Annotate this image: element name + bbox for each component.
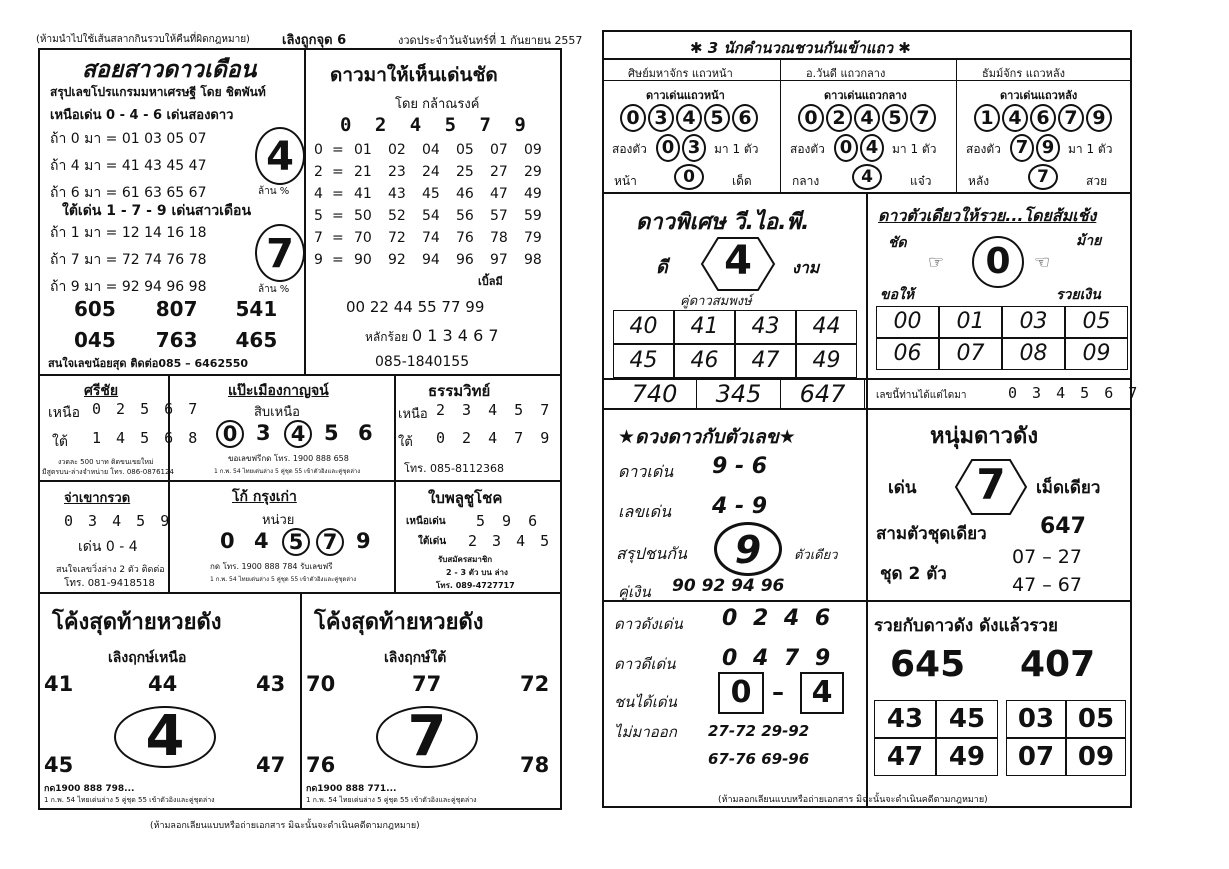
- noom-set: 47 – 67: [1012, 574, 1082, 596]
- duang-r1: 9 - 6: [712, 454, 768, 479]
- dao-cell: 78: [490, 230, 508, 246]
- kong-big-oval: 7: [376, 706, 478, 768]
- ruay-title: รวยกับดาวดัง ดังแล้วรวย: [874, 616, 1059, 636]
- hand-right-icon: ☞: [928, 252, 945, 273]
- tham-north-label: เหนือ: [398, 407, 428, 422]
- vip-big: 4: [724, 238, 752, 284]
- col-label: ดาวเด่นแถวกลาง: [824, 89, 907, 102]
- col-pos: กลาง: [792, 174, 820, 188]
- ruay-cell: 45: [936, 700, 998, 738]
- vip-three-cell: 345: [697, 380, 781, 410]
- pae-digit: 5: [324, 421, 339, 445]
- extra-box-a: 0: [718, 672, 764, 714]
- solo-note-digits: 0 3 4 5 6 7: [1008, 384, 1141, 402]
- tham-south: 0 2 4 7 9: [436, 429, 554, 447]
- dao-cell: 56: [456, 208, 474, 224]
- ruay-n1: 645: [890, 644, 966, 685]
- soy-num: 465: [235, 328, 278, 352]
- ruay-cell: 03: [1006, 700, 1066, 738]
- vip-title: ดาวพิเศษ วี.ไอ.พี.: [636, 210, 810, 235]
- kong-num: 44: [148, 672, 178, 696]
- noom-dend: เด่น: [888, 478, 917, 498]
- col-digit: 0: [798, 104, 824, 132]
- dao-cell: 74: [422, 230, 440, 246]
- dao-cell: 76: [456, 230, 474, 246]
- jao-digits: 0 3 4 5 9: [64, 512, 173, 530]
- extra-r4-label: ไม่มาออก: [614, 723, 677, 741]
- vip-left: ดี: [656, 257, 668, 278]
- pae-digit: 6: [358, 421, 373, 445]
- kong-note: 1 ก.พ. 54 ไทยเด่นล่าง 5 คู่ชุด 55 เข้าตัวอิงและคู่ชุดล่าง: [44, 796, 215, 804]
- col-pos: หลัง: [968, 174, 990, 188]
- kong-num: 41: [44, 672, 74, 696]
- col-ma: มา 1 ตัว: [714, 142, 759, 156]
- dao-cell: 92: [388, 252, 406, 268]
- kong-note: 1 ก.พ. 54 ไทยเด่นล่าง 5 คู่ชุด 55 เข้าตัวอิงและคู่ชุดล่าง: [306, 796, 477, 804]
- sri-south-label: ใต้: [52, 434, 68, 450]
- dao-cell: 21: [354, 164, 372, 180]
- ruay-cell: 07: [1006, 738, 1066, 776]
- duang-big: 9: [714, 522, 782, 576]
- pae-title: แป๊ะเมืองกาญจน์: [228, 383, 329, 399]
- dao-cell: 57: [490, 208, 508, 224]
- dao-cell: 05: [456, 142, 474, 158]
- soy-big-circle-1: 4: [255, 127, 305, 185]
- col-digit: 9: [1086, 104, 1112, 132]
- pae-line2: 1 ก.พ. 54 ไทยเด่นล่าง 5 คู่ชุด 55 เข้าตัวอิงและคู่ชุดล่าง: [214, 468, 361, 475]
- col-digit: 6: [1030, 104, 1056, 132]
- solo-cell: 07: [939, 338, 1002, 370]
- kong-tel: กด1900 888 798...: [44, 784, 135, 794]
- dao-cell: =: [332, 164, 344, 180]
- dao-cell: 43: [388, 186, 406, 202]
- solo-cell: 08: [1002, 338, 1065, 370]
- col-digit: 6: [732, 104, 758, 132]
- solo-cell: 06: [876, 338, 939, 370]
- vip-cell: 47: [735, 344, 796, 378]
- col-two-digit: 4: [860, 134, 884, 162]
- vip-cell: 49: [796, 344, 857, 378]
- col-digit: 3: [648, 104, 674, 132]
- col-two-label: สองตัว: [612, 142, 647, 156]
- pae-sub: สิบเหนือ: [254, 405, 300, 420]
- extra-pairs: 67-76 69-96: [708, 750, 810, 768]
- soy-row2: ใต้เด่น 1 - 7 - 9 เด่นสาวเดือน: [62, 203, 252, 219]
- col-digit: 7: [910, 104, 936, 132]
- ko-digit: 9: [356, 529, 371, 553]
- solo-cell: 01: [939, 306, 1002, 338]
- vip-right: งาม: [792, 258, 820, 277]
- kong-num: 76: [306, 753, 336, 777]
- col-digit: 5: [882, 104, 908, 132]
- col-head: ธัมม์จักร แถวหลัง: [982, 67, 1066, 80]
- col-ma: มา 1 ตัว: [892, 142, 937, 156]
- noom-seed: เม็ดเดียว: [1036, 478, 1101, 498]
- col-two-label: สองตัว: [790, 142, 825, 156]
- ko-title: โก้ กรุงเก่า: [232, 489, 297, 505]
- noom-three-label: สามตัวชุดเดียว: [876, 524, 987, 544]
- vip-cell: 45: [613, 344, 674, 378]
- dao-cell: 9: [314, 252, 323, 268]
- jao-dend: เด่น 0 - 4: [78, 539, 138, 555]
- dao-bells: 00 22 44 55 77 99: [346, 298, 485, 316]
- soy-line: ถ้า 1 มา = 12 14 16 18: [50, 225, 207, 241]
- dao-cell: 97: [490, 252, 508, 268]
- extra-r2-label: ดาวดีเด่น: [614, 655, 676, 673]
- tham-phone: โทร. 085-8112368: [404, 462, 505, 475]
- dao-cell: 5: [314, 208, 323, 224]
- dao-cell: 09: [524, 142, 542, 158]
- dao-digits: 0 2 4 5 7 9: [340, 114, 532, 136]
- duang-r2: 4 - 9: [712, 494, 768, 519]
- dao-cell: =: [332, 142, 344, 158]
- col-two-digit: 3: [682, 134, 706, 162]
- ruay-cell: 47: [874, 738, 936, 776]
- col-two-label: สองตัว: [966, 142, 1001, 156]
- dao-cell: 47: [490, 186, 508, 202]
- sri-north-label: เหนือ: [48, 405, 80, 421]
- soy-num: 807: [155, 297, 198, 321]
- jao-title: จ่าเขากรวด: [64, 491, 131, 506]
- dao-by: โดย กล้าณรงค์: [395, 97, 480, 112]
- noom-set-label: ชุด 2 ตัว: [880, 564, 947, 584]
- ko-digit: 7: [316, 528, 344, 556]
- extra-r3-label: ชนได้เด่น: [614, 693, 677, 711]
- duang-pair-label: คู่เงิน: [618, 583, 651, 601]
- col-end: แจ๋ว: [910, 174, 932, 188]
- solo-big: 0: [972, 236, 1024, 288]
- dao-cell: 70: [354, 230, 372, 246]
- kong-title: โค้งสุดท้ายหวยดัง: [52, 610, 222, 635]
- col-head: อ.วันดี แถวกลาง: [806, 67, 886, 80]
- pae-digit: 4: [284, 420, 312, 448]
- ko-line2: 1 ก.พ. 54 ไทยเด่นล่าง 5 คู่ชุด 55 เข้าตัวอิงและคู่ชุดล่าง: [210, 576, 357, 583]
- extra-box-b: 4: [800, 672, 844, 714]
- solo-r2: รวยเงิน: [1056, 287, 1101, 303]
- dao-cell: 24: [422, 164, 440, 180]
- dao-cell: 7: [314, 230, 323, 246]
- col-one: 4: [852, 164, 882, 190]
- issue-label: เลิงถูกจุด 6: [282, 33, 347, 48]
- noom-big: 7: [976, 460, 1006, 509]
- left-footer: (ห้ามลอกเลียนแบบหรือถ่ายเอกสาร มิฉะนั้นจะดำเนินคดีตามกฎหมาย): [150, 821, 420, 831]
- kong-tel: กด1900 888 771...: [306, 784, 397, 794]
- col-pos: หน้า: [614, 174, 637, 188]
- sri-note: งวดละ 500 บาท ติดขนเขยใหม่: [58, 458, 154, 466]
- soy-big-circle-2: 7: [255, 224, 305, 282]
- solo-l2: ขอให้: [880, 287, 915, 303]
- vip-cell: 41: [674, 310, 735, 344]
- col-label: ดาวเด่นแถวหน้า: [646, 89, 725, 102]
- col-two-digit: 7: [1010, 134, 1034, 162]
- bai-north: 5 9 6: [476, 512, 542, 530]
- dao-cell: =: [332, 186, 344, 202]
- noom-three: 647: [1040, 514, 1086, 539]
- sri-title: ศรีชัย: [84, 383, 119, 399]
- col-two-digit: 0: [656, 134, 680, 162]
- soy-big-label-1: ล้าน %: [258, 186, 290, 197]
- vip-cell: 40: [613, 310, 674, 344]
- kong-num: 77: [412, 672, 442, 696]
- solo-r1: ม้าย: [1076, 233, 1102, 249]
- tham-north: 2 3 4 5 7: [436, 401, 554, 419]
- kong-sub: เลิงฤกษ์ใต้: [384, 650, 447, 666]
- jao-note: สนใจเลขวิ่งล่าง 2 ตัว ติดต่อ: [56, 565, 165, 575]
- kong-big-oval: 4: [114, 706, 216, 768]
- sri-south: 1 4 5 6 8: [92, 429, 201, 447]
- ko-digit: 0: [220, 529, 235, 553]
- dao-cell: 72: [388, 230, 406, 246]
- col-digit: 4: [854, 104, 880, 132]
- dao-cell: =: [332, 230, 344, 246]
- dao-cell: 54: [422, 208, 440, 224]
- soy-num: 541: [235, 297, 278, 321]
- ruay-cell: 43: [874, 700, 936, 738]
- col-digit: 4: [676, 104, 702, 132]
- dao-hundreds: 0 1 3 4 6 7: [412, 326, 499, 345]
- solo-cell: 09: [1065, 338, 1128, 370]
- pae-digit: 0: [216, 420, 244, 448]
- ko-digit: 5: [282, 528, 310, 556]
- jao-phone: โทร. 081-9418518: [64, 578, 155, 589]
- dao-cell: 90: [354, 252, 372, 268]
- vip-cell: 43: [735, 310, 796, 344]
- col-label: ดาวเด่นแถวหลัง: [1000, 89, 1078, 102]
- dao-cell: 94: [422, 252, 440, 268]
- col-head: ศิษย์มหาจักร แถวหน้า: [628, 67, 733, 80]
- col-digit: 2: [826, 104, 852, 132]
- extra-dash: –: [772, 678, 784, 706]
- soy-num: 045: [74, 328, 116, 352]
- bai-sub: รับสมัครสมาชิก: [438, 555, 493, 564]
- duang-r3-end: ตัวเดียว: [794, 548, 838, 563]
- sri-north: 0 2 5 6 7: [92, 400, 201, 418]
- ruay-cell: 05: [1066, 700, 1126, 738]
- soy-contact: สนใจเลขน้อยสุด ติดต่อ085 – 6462550: [48, 357, 249, 370]
- dao-cell: 25: [456, 164, 474, 180]
- col-two-digit: 0: [834, 134, 858, 162]
- ruay-cell: 09: [1066, 738, 1126, 776]
- kong-title: โค้งสุดท้ายหวยดัง: [314, 610, 484, 635]
- extra-r1-label: ดาวดังเด่น: [614, 615, 683, 633]
- solo-l1: ชัด: [888, 235, 907, 251]
- sri-note: มีสูตรบน-ล่างจำหน่าย โทร. 086-0876124: [42, 468, 174, 476]
- dao-cell: 04: [422, 142, 440, 158]
- col-digit: 0: [620, 104, 646, 132]
- col-two-digit: 9: [1036, 134, 1060, 162]
- duang-title: ★ดวงดาวกับตัวเลข★: [618, 426, 796, 448]
- bai-south: 2 3 4 5: [468, 532, 553, 550]
- kong-num: 45: [44, 753, 74, 777]
- ko-sub: หน่วย: [262, 513, 295, 528]
- soy-line: ถ้า 0 มา = 01 03 05 07: [50, 131, 207, 147]
- banner-text: 3 นักคำนวณชวนกันเข้าแถว: [707, 39, 894, 57]
- col-end: เด็ด: [732, 174, 752, 188]
- dao-cell: =: [332, 208, 344, 224]
- banner: ✱ 3 นักคำนวณชวนกันเข้าแถว ✱: [690, 39, 911, 57]
- soy-line: ถ้า 9 มา = 92 94 96 98: [50, 279, 207, 295]
- dao-cell: 45: [422, 186, 440, 202]
- vip-pair-label: คู่ดาวสมพงษ์: [680, 294, 752, 309]
- soy-line: ถ้า 7 มา = 72 74 76 78: [50, 252, 207, 268]
- kong-num: 43: [256, 672, 286, 696]
- bai-south-label: ใต้เด่น: [418, 536, 447, 547]
- dao-title: ดาวมาให้เห็นเด่นชัด: [330, 64, 498, 86]
- dao-cell: 23: [388, 164, 406, 180]
- right-footer: (ห้ามลอกเลียนแบบหรือถ่ายเอกสาร มิฉะนั้นจะดำเนินคดีตามกฎหมาย): [718, 795, 988, 805]
- dao-cell: 07: [490, 142, 508, 158]
- extra-r2: 0 4 7 9: [722, 646, 835, 671]
- soy-title: สอยสาวดาวเดือน: [82, 56, 257, 83]
- dao-hundreds-label: หลักร้อย: [365, 330, 409, 344]
- col-digit: 5: [704, 104, 730, 132]
- kong-num: 47: [256, 753, 286, 777]
- col-ma: มา 1 ตัว: [1068, 142, 1113, 156]
- kong-sub: เลิงฤกษ์เหนือ: [108, 650, 187, 666]
- noom-title: หนุ่มดาวดัง: [930, 424, 1039, 449]
- soy-subtitle: สรุปเลขโปรแกรมมหาเศรษฐี โดย ชิตพันท์: [50, 85, 266, 99]
- dao-cell: 98: [524, 252, 542, 268]
- solo-cell: 03: [1002, 306, 1065, 338]
- duang-r1-label: ดาวเด่น: [618, 462, 674, 481]
- tham-south-label: ใต้: [398, 435, 413, 450]
- bai-sub: 2 - 3 ตัว บน ล่าง: [446, 568, 508, 577]
- bai-phone: โทร. 089-4727717: [436, 581, 515, 590]
- kong-num: 70: [306, 672, 336, 696]
- kong-num: 78: [520, 753, 550, 777]
- solo-cell: 00: [876, 306, 939, 338]
- bai-north-label: เหนือเด่น: [406, 516, 446, 527]
- col-digit: 4: [1002, 104, 1028, 132]
- dao-bell-label: เบิ้ลมี: [478, 275, 503, 288]
- dao-cell: 27: [490, 164, 508, 180]
- vip-three-cell: 740: [613, 380, 697, 410]
- soy-row1: เหนือเด่น 0 - 4 - 6 เด่นสองดาว: [50, 108, 234, 123]
- dao-cell: 52: [388, 208, 406, 224]
- vip-cell: 46: [674, 344, 735, 378]
- dao-cell: 02: [388, 142, 406, 158]
- dao-cell: 49: [524, 186, 542, 202]
- vip-three-cell: 647: [781, 380, 865, 410]
- col-end: สวย: [1086, 174, 1108, 188]
- duang-pairs: 90 92 94 96: [672, 576, 785, 596]
- bai-title: ใบพลูชูโชค: [428, 489, 503, 507]
- dao-cell: 0: [314, 142, 323, 158]
- solo-note-label: เลขนี้ท่านได้แต่ไดมา: [876, 390, 967, 401]
- dao-cell: 01: [354, 142, 372, 158]
- dao-cell: 4: [314, 186, 323, 202]
- dao-cell: 29: [524, 164, 542, 180]
- ruay-n2: 407: [1020, 644, 1096, 685]
- col-digit: 1: [974, 104, 1000, 132]
- extra-pairs: 27-72 29-92: [708, 722, 810, 740]
- dao-cell: 96: [456, 252, 474, 268]
- dao-cell: =: [332, 252, 344, 268]
- ko-digit: 4: [254, 529, 269, 553]
- soy-num: 605: [74, 297, 116, 321]
- ruay-cell: 49: [936, 738, 998, 776]
- pae-line1: ขอเลขฟรีกด โทร. 1900 888 658: [228, 454, 349, 463]
- pae-digit: 3: [256, 421, 271, 445]
- col-one: 0: [674, 164, 704, 190]
- dao-cell: 46: [456, 186, 474, 202]
- dao-cell: 79: [524, 230, 542, 246]
- soy-big-label-2: ล้าน %: [258, 284, 290, 295]
- vip-cell: 44: [796, 310, 857, 344]
- duang-r3-label: สรุปชนกัน: [616, 544, 687, 563]
- soy-num: 763: [155, 328, 198, 352]
- extra-r1: 0 2 4 6: [722, 606, 835, 631]
- tham-title: ธรรมวิทย์: [428, 382, 491, 400]
- dao-cell: 59: [524, 208, 542, 224]
- issue-date: งวดประจำวันจันทร์ที่ 1 กันยายน 2557: [398, 34, 583, 47]
- col-one: 7: [1028, 164, 1058, 190]
- ko-line1: กด โทร. 1900 888 784 รับเลขฟรี: [210, 562, 333, 571]
- duang-r2-label: เลขเด่น: [618, 502, 672, 521]
- notice: (ห้ามนำไปใช้เส้นสลากกินรวบให้คืนที่ผิดกฎหมาย): [36, 34, 250, 45]
- dao-cell: 41: [354, 186, 372, 202]
- col-digit: 7: [1058, 104, 1084, 132]
- soy-line: ถ้า 4 มา = 41 43 45 47: [50, 158, 207, 174]
- dao-phone: 085-1840155: [375, 354, 470, 370]
- noom-set: 07 – 27: [1012, 546, 1082, 568]
- solo-title: ดาวตัวเดียวให้รวย...โดยส้มเช้ง: [878, 206, 1097, 225]
- dao-cell: 50: [354, 208, 372, 224]
- soy-line: ถ้า 6 มา = 61 63 65 67: [50, 185, 207, 201]
- dao-cell: 2: [314, 164, 323, 180]
- kong-num: 72: [520, 672, 550, 696]
- hand-left-icon: ☜: [1034, 252, 1051, 273]
- solo-cell: 05: [1065, 306, 1128, 338]
